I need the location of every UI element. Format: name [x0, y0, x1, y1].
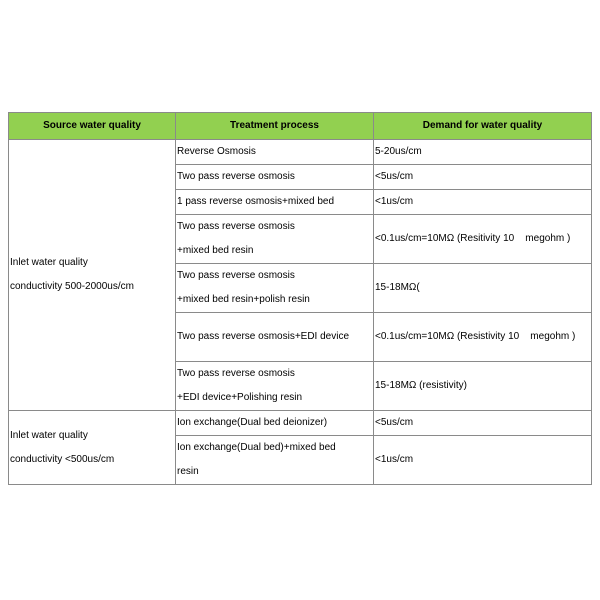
- table-row: [9, 411, 592, 436]
- table-row: [9, 140, 592, 165]
- demand-cell: 15-18MΩ(: [374, 264, 592, 313]
- demand-cell: 5-20us/cm: [374, 140, 592, 165]
- source-cell: [9, 411, 176, 485]
- source-line: Inlet water quality: [10, 257, 88, 268]
- header-row: [9, 113, 592, 140]
- demand-cell: <1us/cm: [374, 190, 592, 215]
- water-quality-table: [8, 112, 592, 485]
- source-line: conductivity <500us/cm: [10, 453, 115, 465]
- demand-cell: <5us/cm: [374, 411, 592, 436]
- demand-cell: <0.1us/cm=10MΩ (Resistivity 10 megohm ): [374, 313, 592, 362]
- header-process: Treatment process: [176, 113, 374, 140]
- demand-cell: 15-18MΩ (resistivity): [374, 362, 592, 411]
- header-demand: Demand for water quality: [374, 113, 592, 140]
- process-cell: Two pass reverse osmosis: [176, 165, 374, 190]
- process-cell: Ion exchange(Dual bed)+mixed bed resin: [176, 436, 374, 485]
- process-cell: 1 pass reverse osmosis+mixed bed: [176, 190, 374, 215]
- source-line: Inlet water quality: [10, 429, 88, 441]
- source-cell: [9, 140, 176, 411]
- header-source: Source water quality: [9, 113, 176, 140]
- demand-cell: <1us/cm: [374, 436, 592, 485]
- process-cell: Ion exchange(Dual bed deionizer): [176, 411, 374, 436]
- process-cell: Two pass reverse osmosis +mixed bed resin+polish resin: [176, 264, 374, 313]
- process-cell: Two pass reverse osmosis+EDI device: [176, 313, 374, 362]
- source-line: conductivity 500-2000us/cm: [10, 281, 134, 292]
- demand-cell: <0.1us/cm=10MΩ (Resitivity 10 megohm ): [374, 215, 592, 264]
- process-cell: Reverse Osmosis: [176, 140, 374, 165]
- demand-cell: <5us/cm: [374, 165, 592, 190]
- process-cell: Two pass reverse osmosis +mixed bed resin: [176, 215, 374, 264]
- process-cell: Two pass reverse osmosis +EDI device+Polishing resin: [176, 362, 374, 411]
